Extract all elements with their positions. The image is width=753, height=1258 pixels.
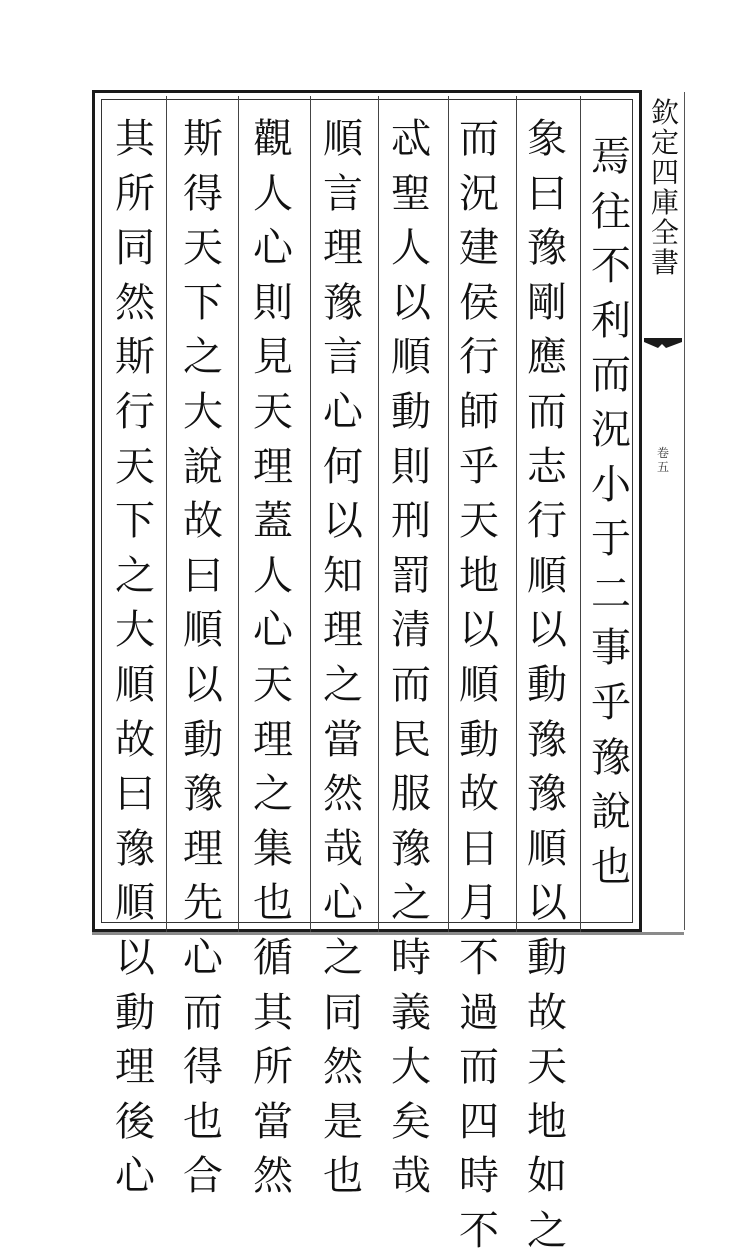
text-column-7: 其 所 同 然 斯 行 天 下 之 大 順 故 曰 豫 順 以 動 理 後 心 (115, 116, 155, 1200)
text-column-4: 順 言 理 豫 言 心 何 以 知 理 之 當 然 哉 心 之 同 然 是 也 (323, 116, 363, 1200)
page-edge-line (684, 92, 685, 930)
column-divider (238, 96, 239, 932)
text-column-2: 而 況 建 侯 行 師 乎 天 地 以 順 動 故 日 月 不 過 而 四 時 不 (459, 116, 499, 1254)
text-column-5: 觀 人 心 則 見 天 理 蓋 人 心 天 理 之 集 也 循 其 所 當 然 (253, 116, 293, 1200)
text-column-6: 斯 得 天 下 之 大 說 故 曰 順 以 動 豫 理 先 心 而 得 也 合 (183, 116, 223, 1200)
column-divider (166, 96, 167, 932)
margin-juan-number: 卷 五 (656, 446, 669, 474)
column-divider (516, 96, 517, 932)
text-column-1: 象 曰 豫 剛 應 而 志 行 順 以 動 豫 豫 順 以 動 故 天 地 如 之 (527, 116, 567, 1254)
margin-title: 欽 定 四 庫 全 書 (650, 96, 679, 279)
bottom-edge-shadow (92, 932, 684, 935)
fish-tail-mark-icon (644, 336, 682, 350)
column-divider (378, 96, 379, 932)
text-column-intro: 焉 往 不 利 而 況 小 于 二 事 乎 豫 說 也 (591, 134, 631, 890)
text-column-3: 忒 聖 人 以 順 動 則 刑 罰 清 而 民 服 豫 之 時 義 大 矣 哉 (391, 116, 431, 1200)
column-divider (448, 96, 449, 932)
column-divider (310, 96, 311, 932)
column-divider (580, 96, 581, 932)
